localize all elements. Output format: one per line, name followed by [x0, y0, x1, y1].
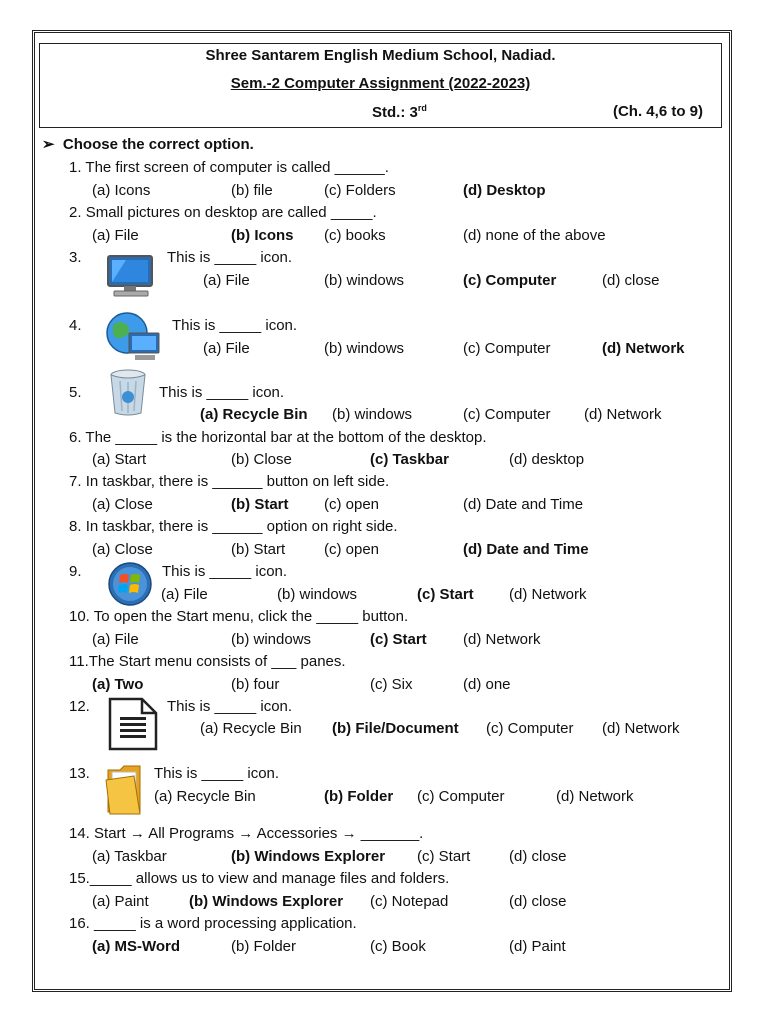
question-10: 10. To open the Start menu, click the _____ button. — [69, 608, 409, 625]
q1-option-d: (d) Desktop — [463, 182, 546, 199]
std-label: Std.: 3rd — [372, 103, 427, 121]
chapters-label: (Ch. 4,6 to 9) — [612, 103, 703, 120]
q10-option-d: (d) Network — [463, 631, 541, 648]
question-7: 7. In taskbar, there is ______ button on left side. — [69, 473, 390, 490]
computer-icon — [106, 254, 158, 298]
q7-option-b: (b) Start — [231, 496, 289, 513]
q7-option-c: (c) open — [324, 496, 380, 513]
network-icon — [105, 311, 163, 363]
question-9-text: This is _____ icon. — [162, 563, 288, 580]
folder-icon — [104, 762, 144, 816]
q13-option-c: (c) Computer — [417, 788, 505, 805]
question-3-text: This is _____ icon. — [167, 249, 293, 266]
q4-option-c: (c) Computer — [463, 340, 551, 357]
question-12-text: This is _____ icon. — [167, 698, 293, 715]
instruction: ➢ Choose the correct option. — [42, 136, 254, 153]
q13-option-a: (a) Recycle Bin — [154, 788, 256, 805]
q16-option-c: (c) Book — [370, 938, 426, 955]
q8-option-b: (b) Start — [231, 541, 286, 558]
question-5-number: 5. — [69, 384, 82, 401]
q5-option-a: (a) Recycle Bin — [200, 406, 308, 423]
question-12-number: 12. — [69, 698, 90, 715]
question-13-number: 13. — [69, 765, 90, 782]
q15-option-b: (b) Windows Explorer — [189, 893, 344, 910]
question-13-text: This is _____ icon. — [154, 765, 280, 782]
q5-option-c: (c) Computer — [463, 406, 551, 423]
q2-option-a: (a) File — [92, 227, 139, 244]
q6-option-a: (a) Start — [92, 451, 147, 468]
q5-option-d: (d) Network — [584, 406, 662, 423]
q11-option-d: (d) one — [463, 676, 511, 693]
q16-option-d: (d) Paint — [509, 938, 566, 955]
q12-option-c: (c) Computer — [486, 720, 574, 737]
q14-option-d: (d) close — [509, 848, 567, 865]
q1-option-b: (b) file — [231, 182, 273, 199]
q9-option-d: (d) Network — [509, 586, 587, 603]
q14-option-a: (a) Taskbar — [92, 848, 167, 865]
q1-option-a: (a) Icons — [92, 182, 151, 199]
q7-option-a: (a) Close — [92, 496, 153, 513]
q12-option-b: (b) File/Document — [332, 720, 459, 737]
question-15: 15._____ allows us to view and manage files and folders. — [69, 870, 450, 887]
q6-option-b: (b) Close — [231, 451, 292, 468]
q5-option-b: (b) windows — [332, 406, 413, 423]
q15-option-c: (c) Notepad — [370, 893, 449, 910]
q4-option-a: (a) File — [203, 340, 250, 357]
q3-option-b: (b) windows — [324, 272, 405, 289]
q11-option-b: (b) four — [231, 676, 280, 693]
recycle-bin-icon — [108, 369, 148, 417]
question-4-number: 4. — [69, 317, 82, 334]
q7-option-d: (d) Date and Time — [463, 496, 584, 513]
q3-option-a: (a) File — [203, 272, 250, 289]
q10-option-a: (a) File — [92, 631, 139, 648]
q9-option-b: (b) windows — [277, 586, 358, 603]
q4-option-b: (b) windows — [324, 340, 405, 357]
question-5-text: This is _____ icon. — [159, 384, 285, 401]
q3-option-c: (c) Computer — [463, 272, 557, 289]
q10-option-c: (c) Start — [370, 631, 427, 648]
q8-option-a: (a) Close — [92, 541, 153, 558]
q2-option-c: (c) books — [324, 227, 386, 244]
arrow-bullet-icon: ➢ — [42, 136, 55, 153]
q15-option-d: (d) close — [509, 893, 567, 910]
question-4-text: This is _____ icon. — [172, 317, 298, 334]
q16-option-b: (b) Folder — [231, 938, 297, 955]
q2-option-d: (d) none of the above — [463, 227, 606, 244]
question-2: 2. Small pictures on desktop are called _____. — [69, 204, 377, 221]
q14-option-c: (c) Start — [417, 848, 471, 865]
q11-option-a: (a) Two — [92, 676, 144, 693]
q3-option-d: (d) close — [602, 272, 660, 289]
question-11: 11.The Start menu consists of ___ panes. — [69, 653, 346, 670]
q10-option-b: (b) windows — [231, 631, 312, 648]
header-box — [39, 43, 722, 128]
question-6: 6. The _____ is the horizontal bar at the bottom of the desktop. — [69, 429, 487, 446]
question-8: 8. In taskbar, there is ______ option on right side. — [69, 518, 398, 535]
q8-option-c: (c) open — [324, 541, 380, 558]
q2-option-b: (b) Icons — [231, 227, 294, 244]
q14-option-b: (b) Windows Explorer — [231, 848, 386, 865]
q15-option-a: (a) Paint — [92, 893, 149, 910]
q1-option-c: (c) Folders — [324, 182, 396, 199]
q4-option-d: (d) Network — [602, 340, 685, 357]
q6-option-d: (d) desktop — [509, 451, 585, 468]
q12-option-a: (a) Recycle Bin — [200, 720, 302, 737]
q13-option-b: (b) Folder — [324, 788, 394, 805]
q6-option-c: (c) Taskbar — [370, 451, 449, 468]
q12-option-d: (d) Network — [602, 720, 680, 737]
question-16: 16. _____ is a word processing application. — [69, 915, 357, 932]
school-name: Shree Santarem English Medium School, Nadiad. — [205, 47, 556, 64]
question-1: 1. The first screen of computer is called ______. — [69, 159, 389, 176]
windows-start-icon — [107, 561, 153, 607]
question-3-number: 3. — [69, 249, 82, 266]
document-icon — [108, 697, 158, 751]
q11-option-c: (c) Six — [370, 676, 413, 693]
assignment-title: Sem.-2 Computer Assignment (2022-2023) — [230, 75, 531, 92]
question-14: 14. Start → All Programs → Accessories → _______. — [69, 825, 424, 842]
q8-option-d: (d) Date and Time — [463, 541, 589, 558]
q16-option-a: (a) MS-Word — [92, 938, 181, 955]
q9-option-a: (a) File — [161, 586, 208, 603]
question-9-number: 9. — [69, 563, 82, 580]
q13-option-d: (d) Network — [556, 788, 634, 805]
q9-option-c: (c) Start — [417, 586, 474, 603]
